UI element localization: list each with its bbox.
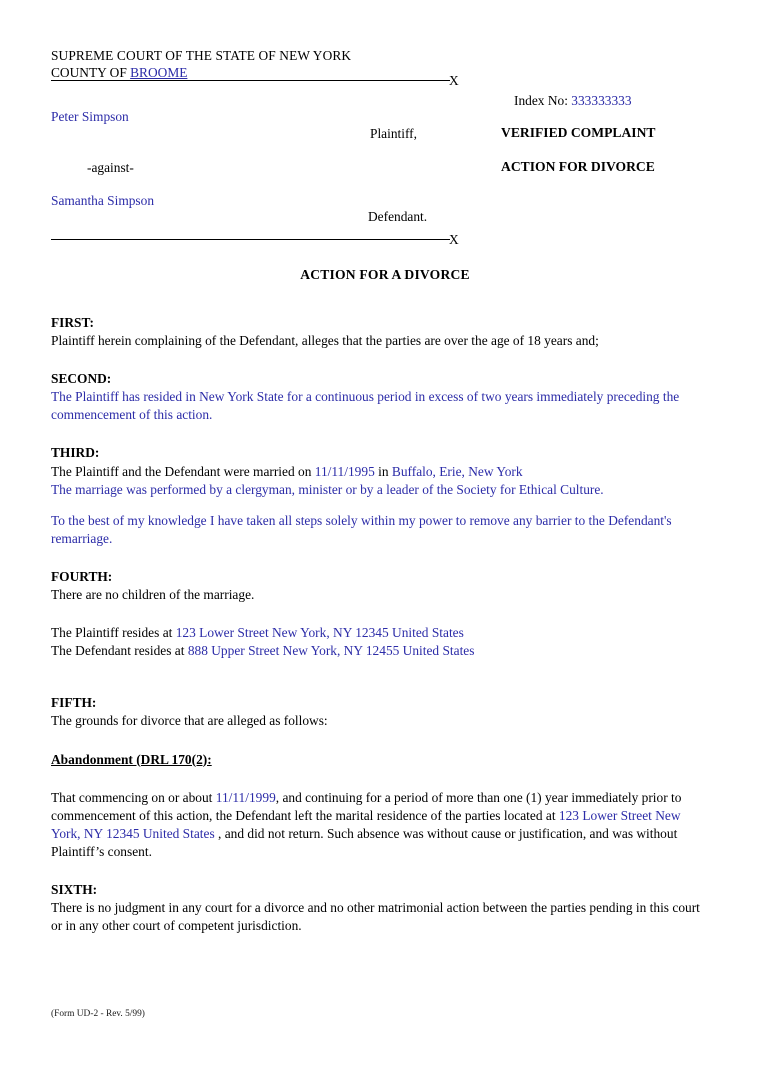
spacer (51, 499, 712, 512)
document-body (51, 314, 712, 935)
article-third-barrier-line: To the best of my knowledge I have taken all steps solely within my power to remove any barrier to the Defendant's remarriage. (51, 512, 672, 546)
spacer (51, 861, 712, 881)
court-caption-header (51, 47, 471, 82)
defendant-residence-line (51, 642, 712, 660)
defendant-residence-prefix: The Defendant resides at (51, 643, 188, 659)
plaintiff-residence-line (51, 624, 712, 642)
spacer (51, 660, 712, 694)
court-name: SUPREME COURT OF THE STATE OF NEW YORK (51, 48, 352, 63)
article-sixth-label: SIXTH: (51, 881, 98, 897)
article-third-label: THIRD: (51, 445, 100, 461)
document-title-action-for-divorce: ACTION FOR DIVORCE (501, 159, 655, 174)
form-revision-footer: (Form UD-2 - Rev. 5/99) (51, 1009, 145, 1019)
document-title-verified-complaint: VERIFIED COMPLAINT (501, 125, 656, 140)
caption-rule-top-x-marker: X (449, 73, 459, 88)
abandonment-address-value[interactable]: 123 Lower Street New York, NY 12345 United States (51, 807, 681, 841)
article-fifth (51, 694, 712, 861)
plaintiff-name[interactable]: Peter Simpson (51, 109, 129, 124)
plaintiff-residence-prefix: The Plaintiff resides at (51, 625, 176, 641)
caption-rule-top (51, 80, 450, 81)
article-fourth-children-text: There are no children of the marriage. (51, 587, 255, 603)
article-first-text: Plaintiff herein complaining of the Defendant, alleges that the parties are over the age of 18 years and; (51, 333, 599, 349)
defendant-address-value[interactable]: 888 Upper Street New York, NY 12455 United States (187, 643, 475, 659)
defendant-name[interactable]: Samantha Simpson (51, 193, 155, 208)
article-second (51, 370, 712, 424)
caption-rule-bottom (51, 239, 450, 240)
index-number-value[interactable]: 333333333 (571, 93, 632, 108)
caption-rule-bottom-x-marker: X (449, 232, 459, 247)
section-heading-text: ACTION FOR A DIVORCE (300, 267, 470, 282)
article-fifth-text: The grounds for divorce that are alleged as follows: (51, 713, 328, 729)
spacer (51, 424, 712, 444)
spacer (51, 731, 712, 751)
spacer (51, 769, 712, 789)
defendant-role-label: Defendant. (368, 209, 428, 224)
spacer (51, 548, 712, 568)
index-number-line (514, 92, 632, 109)
article-third-officiant-line: The marriage was performed by a clergyman, minister or by a leader of the Society for Ethical Culture. (51, 481, 604, 497)
against-label: -against- (87, 160, 134, 175)
spacer (51, 350, 712, 370)
abandonment-midfix: , and continuing for a period of more than one (1) year immediately prior to commencement of this action, the Defendant left the marital residence of the parties located at (51, 789, 682, 823)
spacer (51, 604, 712, 624)
ground-heading-abandonment: Abandonment (DRL 170(2): (51, 751, 212, 767)
article-third-marriage-line (51, 463, 712, 481)
article-second-label: SECOND: (51, 371, 112, 387)
article-first-label: FIRST: (51, 315, 94, 330)
marriage-date-value[interactable]: 11/11/1995 (314, 463, 375, 479)
marriage-prefix: The Plaintiff and the Defendant were married on (51, 463, 315, 479)
section-heading-action-for-a-divorce (0, 266, 768, 284)
county-value[interactable]: BROOME (130, 65, 188, 81)
abandonment-suffix: , and did not return. Such absence was without cause or justification, and was without Plaintiff’s consent. (51, 825, 678, 859)
article-fifth-label: FIFTH: (51, 695, 97, 711)
marriage-place-value[interactable]: Buffalo, Erie, New York (391, 463, 523, 479)
abandonment-prefix: That commencing on or about (51, 789, 216, 805)
article-second-text: The Plaintiff has resided in New York State for a continuous period in excess of two years immediately preceding the commencement of this action. (51, 389, 680, 423)
abandonment-paragraph (51, 789, 712, 861)
marriage-midfix: in (374, 463, 392, 479)
abandonment-date-value[interactable]: 11/11/1999 (215, 789, 276, 805)
article-sixth-text: There is no judgment in any court for a divorce and no other matrimonial action between the parties pending in this court or in any other court of competent jurisdiction. (51, 900, 700, 934)
article-first (51, 314, 712, 350)
article-fourth (51, 568, 712, 660)
plaintiff-role-label: Plaintiff, (370, 126, 417, 141)
article-third (51, 444, 712, 547)
plaintiff-address-value[interactable]: 123 Lower Street New York, NY 12345 United States (175, 625, 464, 641)
article-sixth (51, 881, 712, 935)
article-fourth-label: FOURTH: (51, 568, 113, 584)
index-label: Index No: (514, 93, 572, 108)
county-label: COUNTY OF (51, 65, 131, 81)
